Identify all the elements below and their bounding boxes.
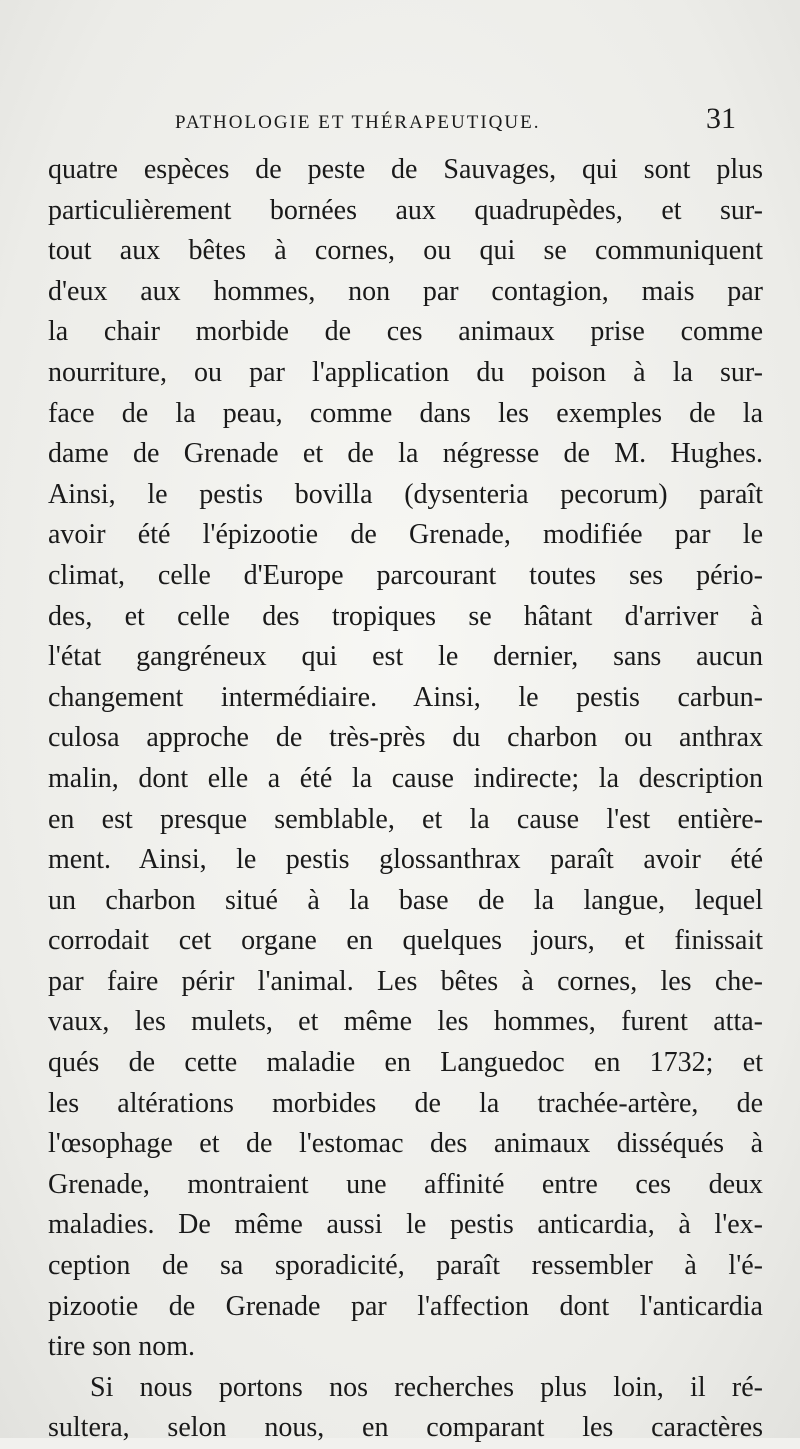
text-line: ment. Ainsi, le pestis glossanthrax paraît avoir été bbox=[48, 844, 763, 876]
text-line: face de la peau, comme dans les exemples de la bbox=[48, 397, 763, 429]
text-line: l'œsophage et de l'estomac des animaux disséqués à bbox=[48, 1128, 763, 1160]
text-line: avoir été l'épizootie de Grenade, modifiée par le bbox=[48, 519, 763, 551]
text-line: pizootie de Grenade par l'affection dont l'anticardia bbox=[48, 1290, 763, 1322]
running-title: PATHOLOGIE ET THÉRAPEUTIQUE. bbox=[175, 112, 541, 133]
text-line: l'état gangréneux qui est le dernier, sans aucun bbox=[48, 641, 763, 673]
text-line: tout aux bêtes à cornes, ou qui se communiquent bbox=[48, 235, 763, 267]
text-line: tire son nom. bbox=[48, 1331, 195, 1363]
text-line: nourriture, ou par l'application du poison à la sur- bbox=[48, 356, 763, 388]
text-line: Grenade, montraient une affinité entre ces deux bbox=[48, 1168, 763, 1200]
text-line: ception de sa sporadicité, paraît ressembler à l'é- bbox=[48, 1250, 763, 1282]
text-line: vaux, les mulets, et même les hommes, furent atta- bbox=[48, 1006, 763, 1038]
text-line: les altérations morbides de la trachée-artère, de bbox=[48, 1087, 763, 1119]
text-line: malin, dont elle a été la cause indirecte; la description bbox=[48, 762, 763, 794]
text-line: climat, celle d'Europe parcourant toutes ses pério- bbox=[48, 559, 763, 591]
text-line: un charbon situé à la base de la langue, lequel bbox=[48, 884, 763, 916]
body-text bbox=[48, 150, 763, 1449]
text-line: par faire périr l'animal. Les bêtes à cornes, les che- bbox=[48, 965, 763, 997]
text-line: Ainsi, le pestis bovilla (dysenteria pecorum) paraît bbox=[48, 478, 763, 510]
text-line: qués de cette maladie en Languedoc en 1732; et bbox=[48, 1047, 763, 1079]
page-number: 31 bbox=[706, 102, 736, 135]
text-line: particulièrement bornées aux quadrupèdes, et sur- bbox=[48, 194, 763, 226]
text-line: dame de Grenade et de la négresse de M. Hughes. bbox=[48, 438, 763, 470]
text-line: d'eux aux hommes, non par contagion, mais par bbox=[48, 275, 763, 307]
text-line: Si nous portons nos recherches plus loin, il ré- bbox=[90, 1371, 763, 1403]
text-line: culosa approche de très-près du charbon ou anthrax bbox=[48, 722, 763, 754]
page-header bbox=[0, 102, 800, 142]
text-line: corrodait cet organe en quelques jours, et finissait bbox=[48, 925, 763, 957]
text-line: des, et celle des tropiques se hâtant d'arriver à bbox=[48, 600, 763, 632]
text-line: maladies. De même aussi le pestis anticardia, à l'ex- bbox=[48, 1209, 763, 1241]
text-line: la chair morbide de ces animaux prise comme bbox=[48, 316, 763, 348]
text-line: sultera, selon nous, en comparant les caractères bbox=[48, 1412, 763, 1444]
text-line: changement intermédiaire. Ainsi, le pestis carbun- bbox=[48, 681, 763, 713]
text-line: quatre espèces de peste de Sauvages, qui sont plus bbox=[48, 154, 763, 185]
text-line: en est presque semblable, et la cause l'est entière- bbox=[48, 803, 763, 835]
